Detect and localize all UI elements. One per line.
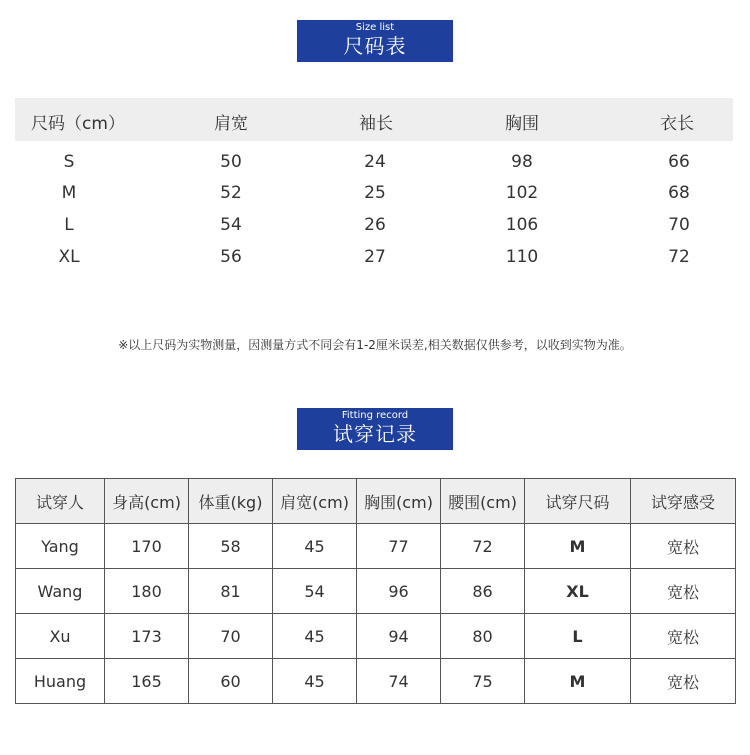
size-table-header <box>15 98 733 141</box>
fit-cell: 宽松 <box>631 659 736 704</box>
fit-size-cell: XL <box>525 569 631 614</box>
fit-header-feeling: 试穿感受 <box>631 479 736 524</box>
fit-header-waist: 腰围(cm) <box>441 479 525 524</box>
fit-cell: 58 <box>189 524 273 569</box>
fitting-record-banner <box>297 408 453 450</box>
size-cell: 106 <box>505 215 539 235</box>
size-cell: XL <box>58 247 80 267</box>
fit-cell: 81 <box>189 569 273 614</box>
fit-cell: 165 <box>105 659 189 704</box>
fit-cell: 173 <box>105 614 189 659</box>
size-header-shoulder: 肩宽 <box>214 114 248 134</box>
size-table-row <box>15 148 733 178</box>
size-cell: 102 <box>505 183 539 203</box>
size-cell: 68 <box>668 183 690 203</box>
fitting-table-header <box>16 479 736 524</box>
fitting-record-table <box>15 478 736 704</box>
fit-cell: 45 <box>273 659 357 704</box>
fit-header-person: 试穿人 <box>16 479 105 524</box>
fit-cell: 80 <box>441 614 525 659</box>
size-cell: 66 <box>668 152 690 172</box>
size-list-banner <box>297 20 453 62</box>
fit-cell: 180 <box>105 569 189 614</box>
fit-header-chest: 胸围(cm) <box>357 479 441 524</box>
size-cell: M <box>61 183 77 203</box>
size-cell: 50 <box>220 152 242 172</box>
size-cell: L <box>64 215 74 235</box>
size-header-sleeve: 袖长 <box>359 114 393 134</box>
fit-cell: 宽松 <box>631 524 736 569</box>
fit-cell: Wang <box>16 569 105 614</box>
fit-header-height: 身高(cm) <box>105 479 189 524</box>
fitting-record-banner-subtitle: Fitting record <box>341 410 409 421</box>
fit-size-cell: L <box>525 614 631 659</box>
size-cell: 110 <box>505 247 539 267</box>
size-table-row <box>15 243 733 273</box>
size-table-row <box>15 179 733 209</box>
fit-size-cell: M <box>525 659 631 704</box>
size-cell: 26 <box>364 215 386 235</box>
table-row <box>16 614 736 659</box>
fit-cell: Huang <box>16 659 105 704</box>
fit-header-weight: 体重(kg) <box>189 479 273 524</box>
size-cell: 52 <box>220 183 242 203</box>
table-row <box>16 569 736 614</box>
fit-cell: 45 <box>273 614 357 659</box>
measurement-note: ※以上尺码为实物测量，因测量方式不同会有1-2厘米误差,相关数据仅供参考，以收到实物为准。 <box>118 338 632 352</box>
fit-cell: 75 <box>441 659 525 704</box>
fit-cell: 宽松 <box>631 614 736 659</box>
fit-cell: 70 <box>189 614 273 659</box>
table-row <box>16 524 736 569</box>
size-cell: 72 <box>668 247 690 267</box>
fit-cell: 86 <box>441 569 525 614</box>
size-header-size: 尺码（cm） <box>31 114 125 134</box>
fit-cell: 45 <box>273 524 357 569</box>
size-list-banner-title: 尺码表 <box>343 34 407 58</box>
size-cell: S <box>63 152 75 172</box>
fit-cell: 宽松 <box>631 569 736 614</box>
fit-cell: 96 <box>357 569 441 614</box>
size-table-row <box>15 211 733 241</box>
size-cell: 70 <box>668 215 690 235</box>
fit-header-shoulder: 肩宽(cm) <box>273 479 357 524</box>
fit-cell: 94 <box>357 614 441 659</box>
fit-cell: Yang <box>16 524 105 569</box>
fit-cell: 72 <box>441 524 525 569</box>
size-header-length: 衣长 <box>660 114 694 134</box>
size-header-chest: 胸围 <box>505 114 539 134</box>
size-list-banner-subtitle: Size list <box>355 22 395 33</box>
fit-cell: 77 <box>357 524 441 569</box>
table-row <box>16 659 736 704</box>
size-cell: 25 <box>364 183 386 203</box>
fit-cell: Xu <box>16 614 105 659</box>
fit-size-cell: M <box>525 524 631 569</box>
size-cell: 27 <box>364 247 386 267</box>
size-cell: 56 <box>220 247 242 267</box>
fit-cell: 74 <box>357 659 441 704</box>
fit-header-size: 试穿尺码 <box>525 479 631 524</box>
size-cell: 54 <box>220 215 242 235</box>
size-cell: 24 <box>364 152 386 172</box>
fit-cell: 170 <box>105 524 189 569</box>
fit-cell: 54 <box>273 569 357 614</box>
size-cell: 98 <box>511 152 533 172</box>
fitting-record-banner-title: 试穿记录 <box>333 422 417 446</box>
fit-cell: 60 <box>189 659 273 704</box>
